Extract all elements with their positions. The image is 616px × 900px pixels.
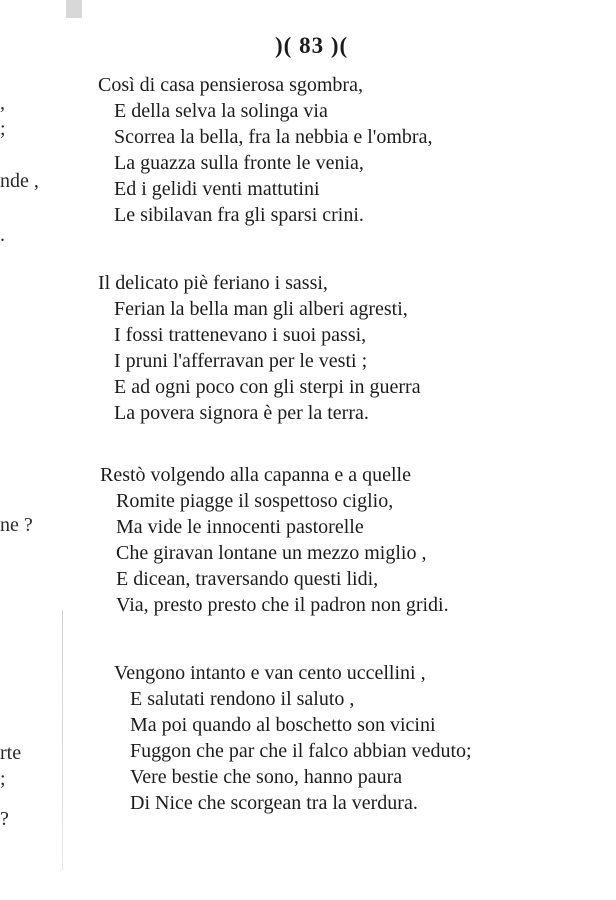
page-number: )( 83 )(	[275, 33, 349, 58]
gutter-fragment: ;	[0, 118, 6, 140]
gutter-fragment: ;	[0, 768, 6, 790]
gutter-fragment: ,	[0, 92, 5, 114]
gutter-fragment: nde ,	[0, 170, 39, 192]
verse-line: I pruni l'afferravan per le vesti ;	[114, 350, 368, 372]
verse-line: E ad ogni poco con gli sterpi in guerra	[114, 376, 421, 398]
verse-line: E salutati rendono il saluto ,	[130, 688, 355, 710]
stanza-1	[98, 72, 432, 228]
gutter-shadow-line	[62, 610, 63, 870]
verse-line: La guazza sulla fronte le venia,	[114, 152, 364, 174]
verse-line: Di Nice che scorgean tra la verdura.	[130, 792, 418, 814]
verse-line: La povera signora è per la terra.	[114, 402, 369, 424]
stanza-2	[98, 270, 421, 426]
gutter-fragment: .	[0, 224, 5, 246]
verse-line: Così di casa pensierosa sgombra,	[98, 74, 363, 96]
verse-line: Ma poi quando al boschetto son vicini	[130, 714, 436, 736]
gutter-fragment: ne ?	[0, 514, 33, 536]
stanza-3	[100, 462, 449, 618]
verse-line: E della selva la solinga via	[114, 100, 328, 122]
verse-line: Scorrea la bella, fra la nebbia e l'ombra,	[114, 126, 433, 148]
verse-line: Ferian la bella man gli alberi agresti,	[114, 298, 408, 320]
facing-page-gutter	[0, 0, 60, 900]
verse-line: Via, presto presto che il padron non gridi.	[116, 594, 449, 616]
verse-line: Ed i gelidi venti mattutini	[114, 178, 320, 200]
verse-line: Vengono intanto e van cento uccellini ,	[114, 662, 426, 684]
page-edge-mark	[66, 0, 82, 18]
verse-line: Le sibilavan fra gli sparsi crini.	[114, 204, 364, 226]
verse-line: Romite piagge il sospettoso ciglio,	[116, 490, 394, 512]
gutter-fragment: ?	[0, 808, 9, 830]
verse-line: Che giravan lontane un mezzo miglio ,	[116, 542, 427, 564]
verse-line: E dicean, traversando questi lidi,	[116, 568, 379, 590]
verse-line: Vere bestie che sono, hanno paura	[130, 766, 403, 788]
verse-line: Ma vide le innocenti pastorelle	[116, 516, 364, 538]
gutter-fragment: rte	[0, 742, 22, 764]
stanza-4	[114, 660, 472, 816]
verse-line: Fuggon che par che il falco abbian veduto;	[130, 740, 472, 762]
verse-line: I fossi trattenevano i suoi passi,	[114, 324, 367, 346]
verse-line: Il delicato piè feriano i sassi,	[98, 272, 328, 294]
verse-line: Restò volgendo alla capanna e a quelle	[100, 464, 411, 486]
